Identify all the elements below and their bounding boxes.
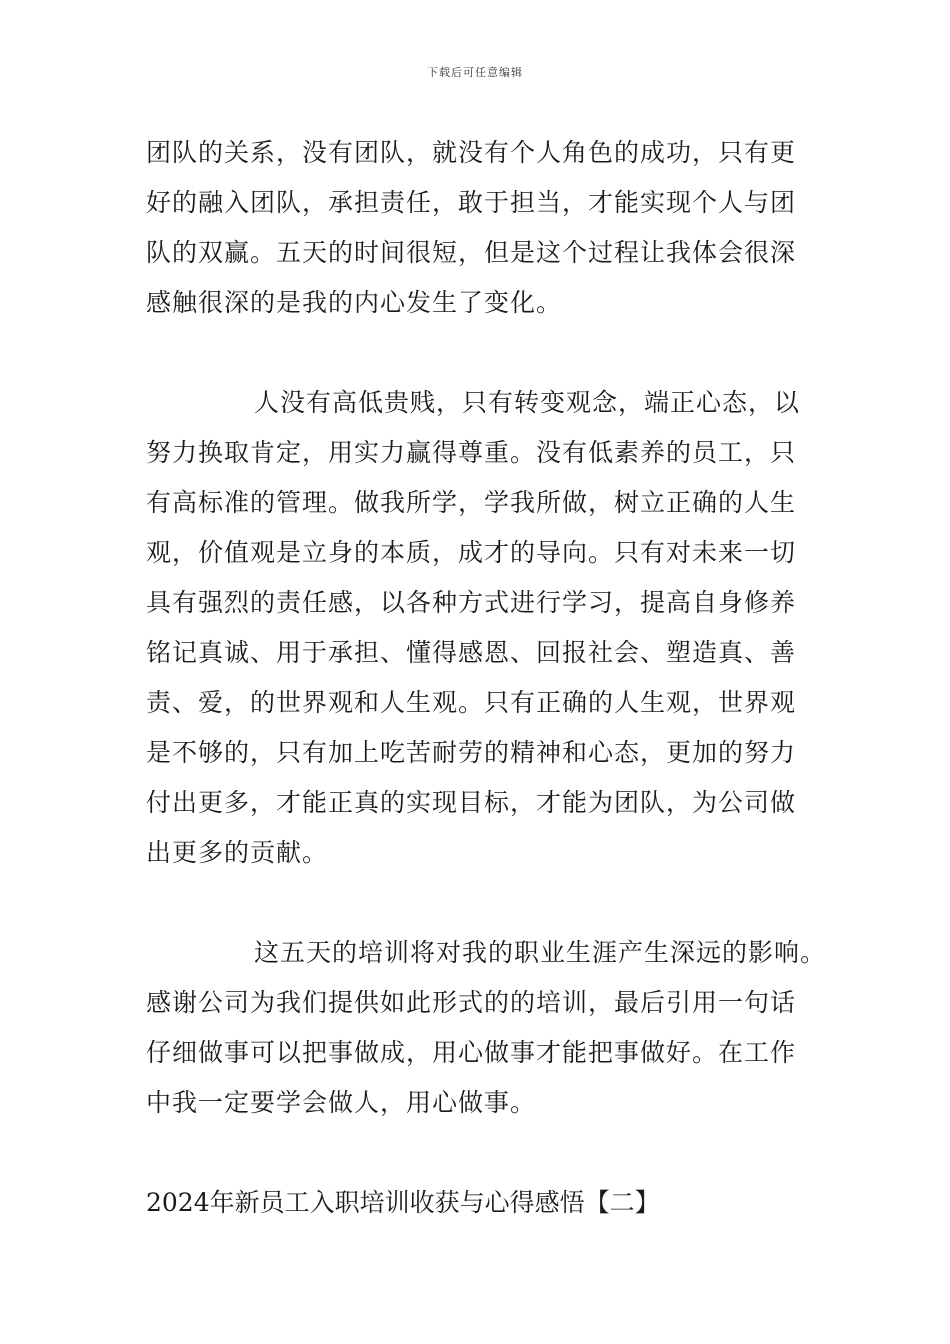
- paragraph-line: 中我一定要学会做人，用心做事。: [146, 1088, 537, 1117]
- paragraph-line: 人没有高低贵贱，只有转变观念，端正心态，以: [254, 388, 801, 417]
- paragraph-line: 付出更多，才能正真的实现目标，才能为团队，为公司做: [146, 788, 797, 817]
- paragraph-line: 观，价值观是立身的本质，成才的导向。只有对未来一切: [146, 538, 797, 567]
- document-body: [146, 128, 836, 1228]
- paragraph-line: 队的双赢。五天的时间很短，但是这个过程让我体会很深: [146, 238, 797, 267]
- paragraph-1: [146, 128, 836, 328]
- paragraph-line: 责、爱，的世界观和人生观。只有正确的人生观，世界观: [146, 688, 797, 717]
- paragraph-line: 有高标准的管理。做我所学，学我所做，树立正确的人生: [146, 488, 797, 517]
- paragraph-line: 感谢公司为我们提供如此形式的的培训，最后引用一句话: [146, 988, 797, 1017]
- paragraph-2: [146, 378, 836, 878]
- paragraph-spacer: [146, 328, 836, 378]
- paragraph-spacer: [146, 878, 836, 928]
- section-title: 2024年新员工入职培训收获与心得感悟【二】: [146, 1188, 660, 1217]
- paragraph-line: 出更多的贡献。: [146, 838, 329, 867]
- paragraph-line: 团队的关系，没有团队，就没有个人角色的成功，只有更: [146, 138, 797, 167]
- paragraph-line: 仔细做事可以把事做成，用心做事才能把事做好。在工作: [146, 1038, 797, 1067]
- paragraph-line: 铭记真诚、用于承担、懂得感恩、回报社会、塑造真、善: [146, 638, 797, 667]
- paragraph-spacer: [146, 1128, 836, 1178]
- paragraph-line: 努力换取肯定，用实力赢得尊重。没有低素养的员工，只: [146, 438, 797, 467]
- paragraph-line: 感触很深的是我的内心发生了变化。: [146, 288, 563, 317]
- paragraph-line: 这五天的培训将对我的职业生涯产生深远的影响。: [254, 938, 827, 967]
- paragraph-line: 是不够的，只有加上吃苦耐劳的精神和心态，更加的努力: [146, 738, 797, 767]
- paragraph-line: 好的融入团队，承担责任，敢于担当，才能实现个人与团: [146, 188, 797, 217]
- paragraph-3: [146, 928, 836, 1128]
- page-header: 下载后可任意编辑: [427, 66, 523, 79]
- paragraph-line: 具有强烈的责任感，以各种方式进行学习，提高自身修养: [146, 588, 797, 617]
